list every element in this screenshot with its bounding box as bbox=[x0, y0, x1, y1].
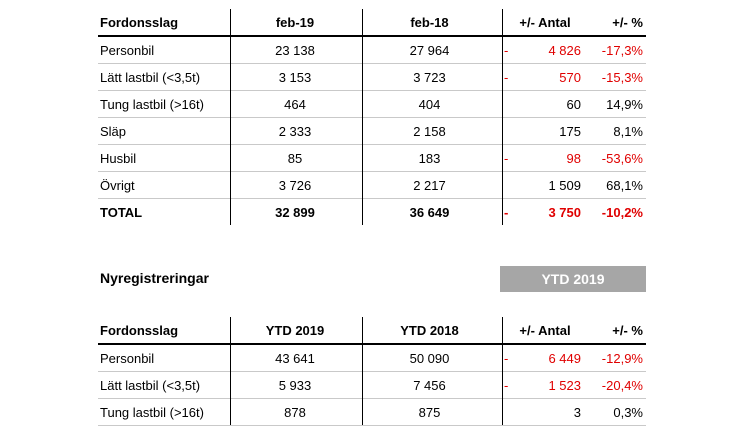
vehicle-type: Husbil bbox=[100, 150, 137, 166]
current-value: 3 726 bbox=[278, 177, 312, 193]
diff-percent: 14,9% bbox=[606, 96, 643, 112]
diff-count: 3 bbox=[573, 404, 581, 420]
monthly-registrations-table bbox=[98, 9, 646, 225]
diff-percent: -12,9% bbox=[601, 350, 643, 366]
previous-value: 183 bbox=[418, 150, 441, 166]
diff-percent: -20,4% bbox=[601, 377, 643, 393]
column-divider bbox=[362, 317, 363, 425]
total-row bbox=[98, 199, 646, 225]
vehicle-type: Lätt lastbil (<3,5t) bbox=[100, 377, 201, 393]
negative-marker: - bbox=[504, 377, 509, 393]
column-header: YTD 2019 bbox=[265, 322, 325, 338]
diff-percent: -10,2% bbox=[601, 204, 643, 220]
current-value: 43 641 bbox=[275, 350, 315, 366]
current-value: 5 933 bbox=[278, 377, 312, 393]
diff-count: 60 bbox=[566, 96, 581, 112]
diff-count: 175 bbox=[559, 123, 581, 139]
table-row bbox=[98, 372, 646, 399]
vehicle-type: TOTAL bbox=[100, 204, 143, 220]
negative-marker: - bbox=[504, 350, 509, 366]
negative-marker: - bbox=[504, 150, 509, 166]
current-value: 464 bbox=[284, 96, 306, 112]
table-header-row bbox=[98, 317, 646, 345]
previous-value: 27 964 bbox=[409, 42, 450, 58]
column-header: feb-18 bbox=[410, 14, 449, 30]
column-header: +/- Antal bbox=[519, 322, 571, 338]
column-divider bbox=[362, 9, 363, 225]
table-row bbox=[98, 345, 646, 372]
section-title: Nyregistreringar bbox=[100, 270, 209, 286]
column-header: Fordonsslag bbox=[100, 322, 179, 338]
diff-count: 3 750 bbox=[548, 204, 581, 220]
ytd-registrations-table bbox=[98, 317, 646, 426]
column-header: YTD 2018 bbox=[400, 322, 459, 338]
diff-percent: -15,3% bbox=[601, 69, 643, 85]
negative-marker: - bbox=[504, 42, 509, 58]
table-row bbox=[98, 145, 646, 172]
diff-count: 570 bbox=[559, 69, 581, 85]
previous-value: 7 456 bbox=[413, 377, 446, 393]
diff-count: 1 509 bbox=[548, 177, 581, 193]
table-row bbox=[98, 64, 646, 91]
table-row bbox=[98, 172, 646, 199]
diff-count: 6 449 bbox=[548, 350, 581, 366]
negative-marker: - bbox=[504, 204, 509, 220]
table-row bbox=[98, 118, 646, 145]
column-header: feb-19 bbox=[275, 14, 315, 30]
vehicle-type: Personbil bbox=[100, 42, 155, 58]
table-header-row bbox=[98, 9, 646, 37]
current-value: 32 899 bbox=[275, 204, 315, 220]
column-header: +/- % bbox=[612, 322, 643, 338]
diff-percent: -17,3% bbox=[601, 42, 643, 58]
diff-count: 98 bbox=[566, 150, 581, 166]
vehicle-type: Släp bbox=[100, 123, 127, 139]
table-row bbox=[98, 91, 646, 118]
current-value: 878 bbox=[284, 404, 306, 420]
table-row bbox=[98, 399, 646, 426]
column-header: +/- % bbox=[612, 14, 643, 30]
column-header: +/- Antal bbox=[519, 14, 571, 30]
vehicle-type: Tung lastbil (>16t) bbox=[100, 404, 204, 420]
previous-value: 50 090 bbox=[409, 350, 450, 366]
column-header: Fordonsslag bbox=[100, 14, 179, 30]
column-divider bbox=[502, 9, 503, 225]
previous-value: 3 723 bbox=[413, 69, 446, 85]
column-divider bbox=[230, 317, 231, 425]
current-value: 23 138 bbox=[275, 42, 315, 58]
vehicle-type: Personbil bbox=[100, 350, 155, 366]
vehicle-type: Övrigt bbox=[100, 177, 135, 193]
previous-value: 2 158 bbox=[413, 123, 446, 139]
previous-value: 875 bbox=[418, 404, 441, 420]
column-divider bbox=[502, 317, 503, 425]
diff-count: 4 826 bbox=[548, 42, 581, 58]
diff-count: 1 523 bbox=[548, 377, 581, 393]
current-value: 85 bbox=[287, 150, 303, 166]
vehicle-type: Tung lastbil (>16t) bbox=[100, 96, 204, 112]
diff-percent: 68,1% bbox=[606, 177, 643, 193]
ytd-badge: YTD 2019 bbox=[500, 266, 646, 292]
diff-percent: 8,1% bbox=[613, 123, 643, 139]
vehicle-type: Lätt lastbil (<3,5t) bbox=[100, 69, 201, 85]
negative-marker: - bbox=[504, 69, 509, 85]
diff-percent: 0,3% bbox=[613, 404, 643, 420]
previous-value: 404 bbox=[418, 96, 441, 112]
table-row bbox=[98, 37, 646, 64]
previous-value: 36 649 bbox=[409, 204, 450, 220]
current-value: 2 333 bbox=[278, 123, 312, 139]
column-divider bbox=[230, 9, 231, 225]
previous-value: 2 217 bbox=[413, 177, 446, 193]
current-value: 3 153 bbox=[278, 69, 312, 85]
diff-percent: -53,6% bbox=[601, 150, 643, 166]
